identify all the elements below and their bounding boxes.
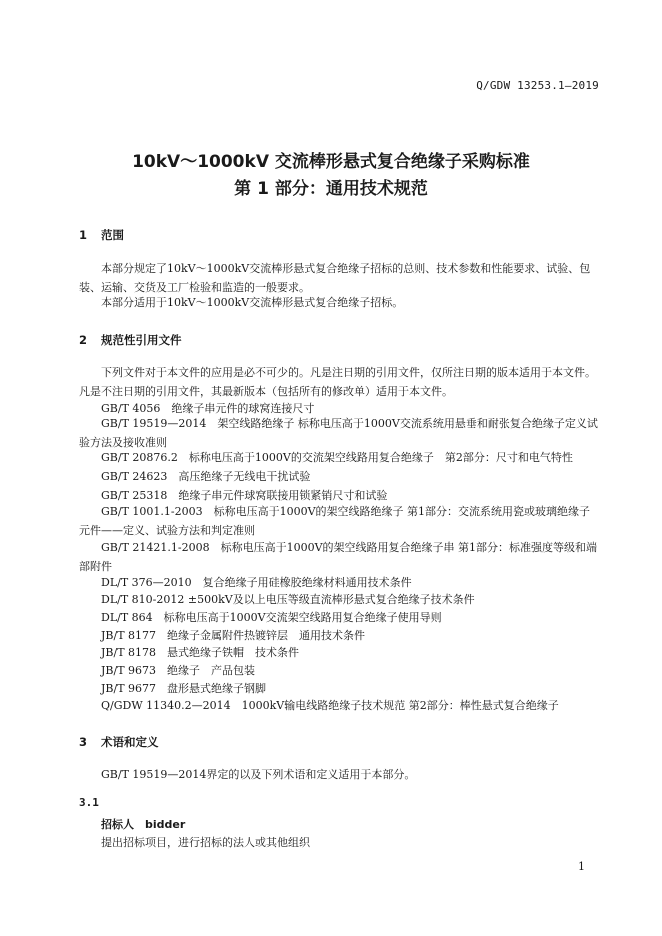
reference-item: GB/T 1001.1-2003 标称电压高于1000V的架空线路绝缘子 第1部分：交流系统用瓷或玻璃绝缘子元件——定义、试验方法和判定准则 (79, 505, 591, 537)
section-title: 规范性引用文件 (101, 333, 182, 347)
term-definition: 提出招标项目，进行招标的法人或其他组织 (101, 836, 310, 849)
reference-item: GB/T 20876.2 标称电压高于1000V的交流架空线路用复合绝缘子 第2部分：尺寸和电气特性 (101, 451, 573, 464)
section-3-intro: GB/T 19519—2014界定的以及下列术语和定义适用于本部分。 (101, 768, 416, 781)
standard-code: Q/GDW 13253.1—2019 (476, 79, 599, 92)
reference-item: DL/T 810-2012 ±500kV及以上电压等级直流棒形悬式复合绝缘子技术条件 (101, 593, 475, 606)
document-title: 10kV～1000kV 交流棒形悬式复合绝缘子采购标准 (132, 152, 530, 172)
reference-item: JB/T 8178 悬式绝缘子铁帽 技术条件 (101, 646, 300, 659)
reference-item: JB/T 8177 绝缘子金属附件热镀锌层 通用技术条件 (101, 629, 366, 642)
reference-item: DL/T 864 标称电压高于1000V交流架空线路用复合绝缘子使用导则 (101, 611, 442, 624)
section-number: 3 (79, 735, 88, 749)
section-1-paragraph-2: 本部分适用于10kV～1000kV交流棒形悬式复合绝缘子招标。 (101, 296, 404, 309)
section-3-heading (79, 734, 159, 750)
term-title: 招标人 bidder (101, 818, 186, 831)
section-1-heading (79, 227, 124, 243)
section-number: 2 (79, 333, 88, 347)
section-number: 1 (79, 228, 88, 242)
term-entry (101, 815, 185, 834)
section-2-intro: 下列文件对于本文件的应用是必不可少的。凡是注日期的引用文件，仅所注日期的版本适用于本文件。凡是不注日期的引用文件，其最新版本（包括所有的修改单）适用于本文件。 (79, 366, 596, 398)
reference-item: GB/T 21421.1-2008 标称电压高于1000V的架空线路用复合绝缘子串 第1部分：标准强度等级和端部附件 (79, 541, 598, 573)
reference-item: GB/T 25318 绝缘子串元件球窝联接用锁紧销尺寸和试验 (101, 489, 388, 502)
page-number: 1 (578, 860, 585, 873)
section-1-paragraph-1: 本部分规定了10kV～1000kV交流棒形悬式复合绝缘子招标的总则、技术参数和性能要求、试验、包装、运输、交货及工厂检验和监造的一般要求。 (79, 262, 591, 294)
reference-item: Q/GDW 11340.2—2014 1000kV输电线路绝缘子技术规范 第2部分：棒性悬式复合绝缘子 (101, 699, 559, 712)
section-title: 范围 (101, 228, 124, 242)
section-2-heading (79, 332, 182, 348)
section-title: 术语和定义 (101, 735, 159, 749)
reference-item: GB/T 19519—2014 架空线路绝缘子 标称电压高于1000V交流系统用悬垂和耐张复合绝缘子定义试验方法及接收准则 (79, 417, 598, 449)
subsection-number: 3.1 (79, 796, 99, 809)
reference-item: DL/T 376—2010 复合绝缘子用硅橡胶绝缘材料通用技术条件 (101, 576, 412, 589)
reference-item: JB/T 9673 绝缘子 产品包装 (101, 664, 256, 677)
reference-item: GB/T 24623 高压绝缘子无线电干扰试验 (101, 470, 311, 483)
document-subtitle: 第 1 部分：通用技术规范 (234, 179, 428, 199)
reference-item: GB/T 4056 绝缘子串元件的球窝连接尺寸 (101, 402, 315, 415)
reference-item: JB/T 9677 盘形悬式绝缘子钢脚 (101, 682, 267, 695)
